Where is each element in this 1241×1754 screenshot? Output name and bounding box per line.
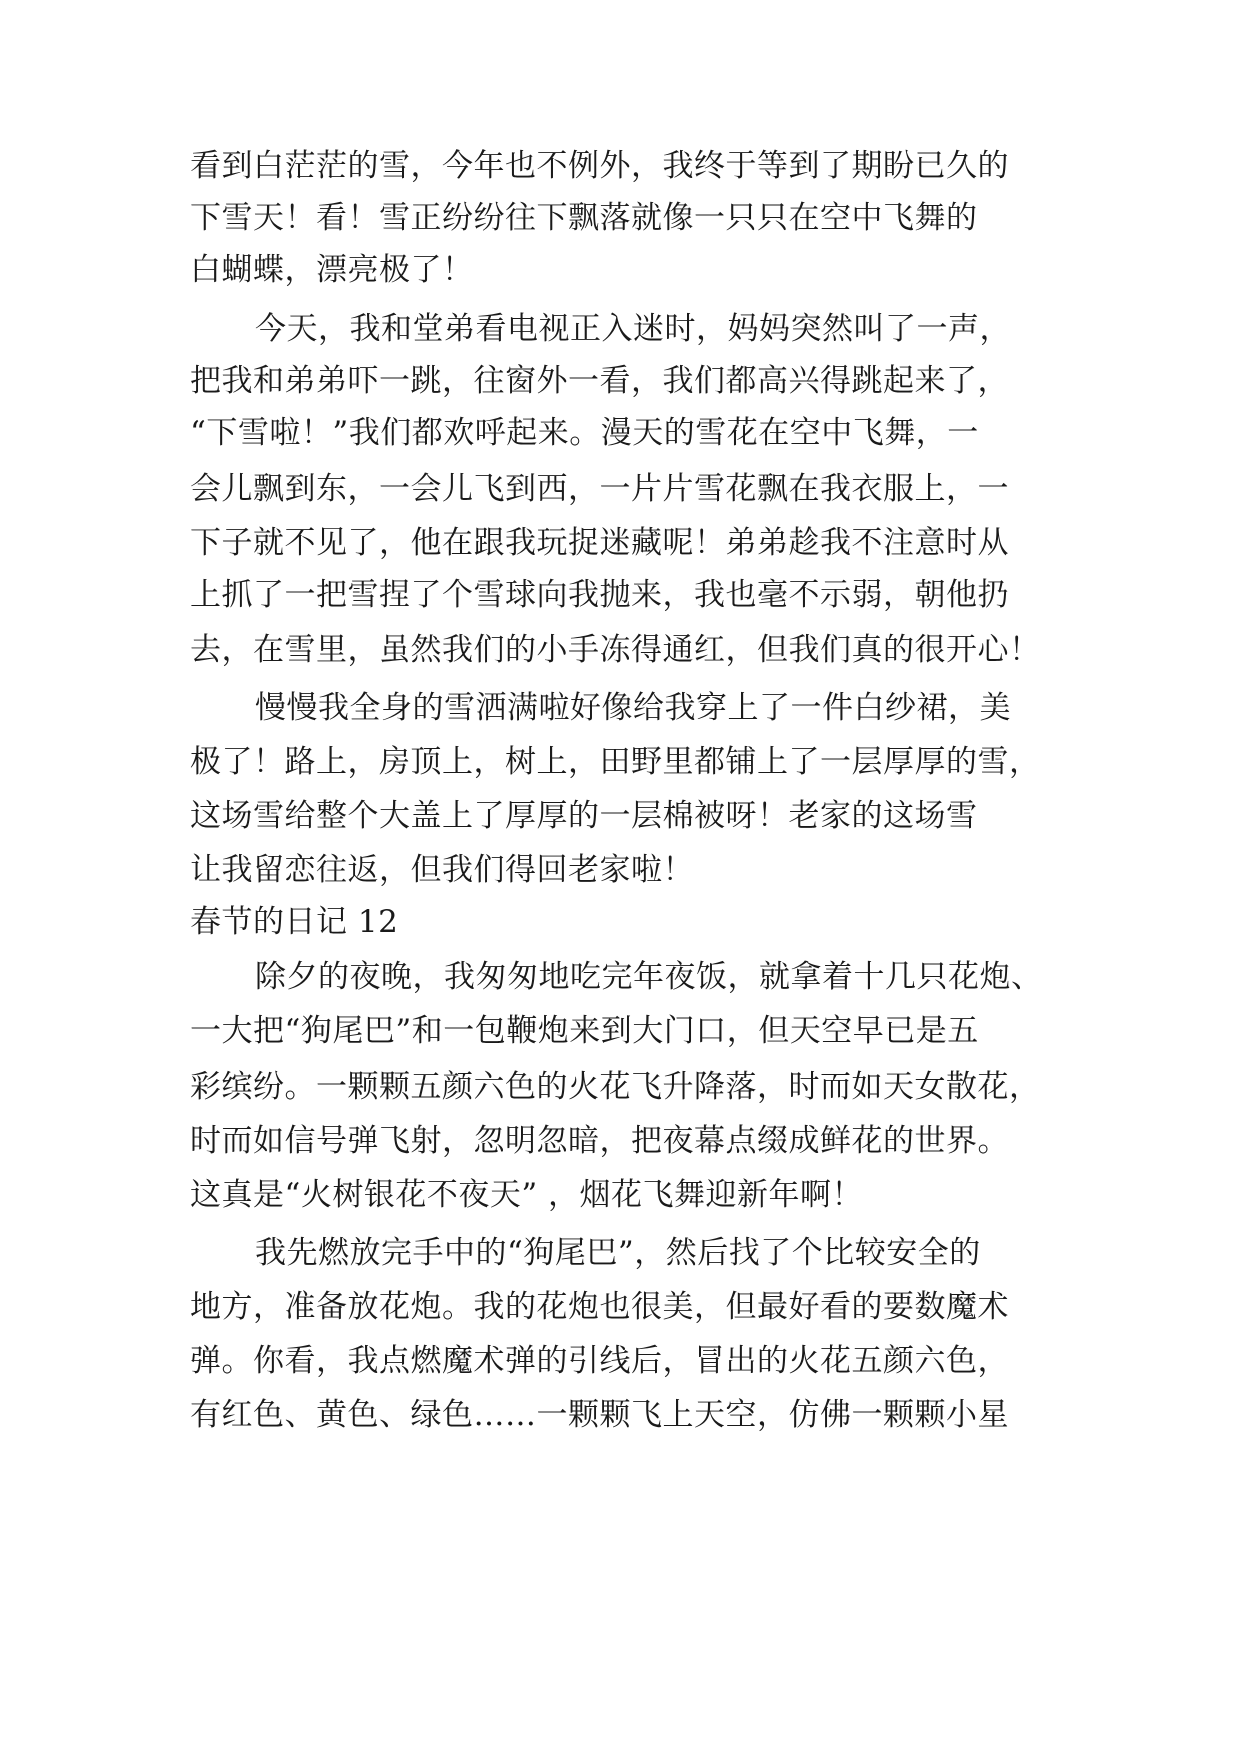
text-line: 会儿飘到东，一会儿飞到西，一片片雪花飘在我衣服上，一 xyxy=(190,471,1009,507)
text-line: 下雪天！看！雪正纷纷往下飘落就像一只只在空中飞舞的 xyxy=(190,200,978,236)
text-line: 这真是“火树银花不夜天” ，烟花飞舞迎新年啊！ xyxy=(190,1177,864,1213)
paragraph-start-line: 今天，我和堂弟看电视正入迷时，妈妈突然叫了一声， xyxy=(255,311,1011,347)
text-line: 上抓了一把雪捏了个雪球向我抛来，我也毫不示弱，朝他扔 xyxy=(190,577,1009,613)
paragraph-start-line: 我先燃放完手中的“狗尾巴”，然后找了个比较安全的 xyxy=(255,1235,981,1271)
text-line: 极了！路上，房顶上，树上，田野里都铺上了一层厚厚的雪， xyxy=(190,744,1041,780)
text-line: 彩缤纷。一颗颗五颜六色的火花飞升降落，时而如天女散花， xyxy=(190,1069,1041,1105)
text-line: 地方，准备放花炮。我的花炮也很美，但最好看的要数魔术 xyxy=(190,1289,1009,1325)
text-line: 让我留恋往返，但我们得回老家啦！ xyxy=(190,852,694,888)
text-line: “下雪啦！”我们都欢呼起来。漫天的雪花在空中飞舞，一 xyxy=(190,415,979,451)
text-line: 白蝴蝶，漂亮极了！ xyxy=(190,252,474,288)
text-line: 去，在雪里，虽然我们的小手冻得通红，但我们真的很开心！ xyxy=(190,632,1041,668)
text-line: 这场雪给整个大盖上了厚厚的一层棉被呀！老家的这场雪 xyxy=(190,798,978,834)
text-line: 有红色、黄色、绿色……一颗颗飞上天空，仿佛一颗颗小星 xyxy=(190,1397,1009,1433)
text-line: 下子就不见了，他在跟我玩捉迷藏呢！弟弟趁我不注意时从 xyxy=(190,525,1009,561)
paragraph-start-line: 慢慢我全身的雪洒满啦好像给我穿上了一件白纱裙，美 xyxy=(255,690,1011,726)
text-line: 一大把“狗尾巴”和一包鞭炮来到大门口，但天空早已是五 xyxy=(190,1013,979,1049)
text-line: 弹。你看，我点燃魔术弹的引线后，冒出的火花五颜六色， xyxy=(190,1343,1009,1379)
text-line: 把我和弟弟吓一跳，往窗外一看，我们都高兴得跳起来了， xyxy=(190,363,1009,399)
text-line: 时而如信号弹飞射，忽明忽暗，把夜幕点缀成鲜花的世界。 xyxy=(190,1123,1009,1159)
section-heading: 春节的日记 12 xyxy=(190,904,399,940)
text-line: 看到白茫茫的雪，今年也不例外，我终于等到了期盼已久的 xyxy=(190,148,1009,184)
paragraph-start-line: 除夕的夜晚，我匆匆地吃完年夜饭，就拿着十几只花炮、 xyxy=(255,959,1043,995)
